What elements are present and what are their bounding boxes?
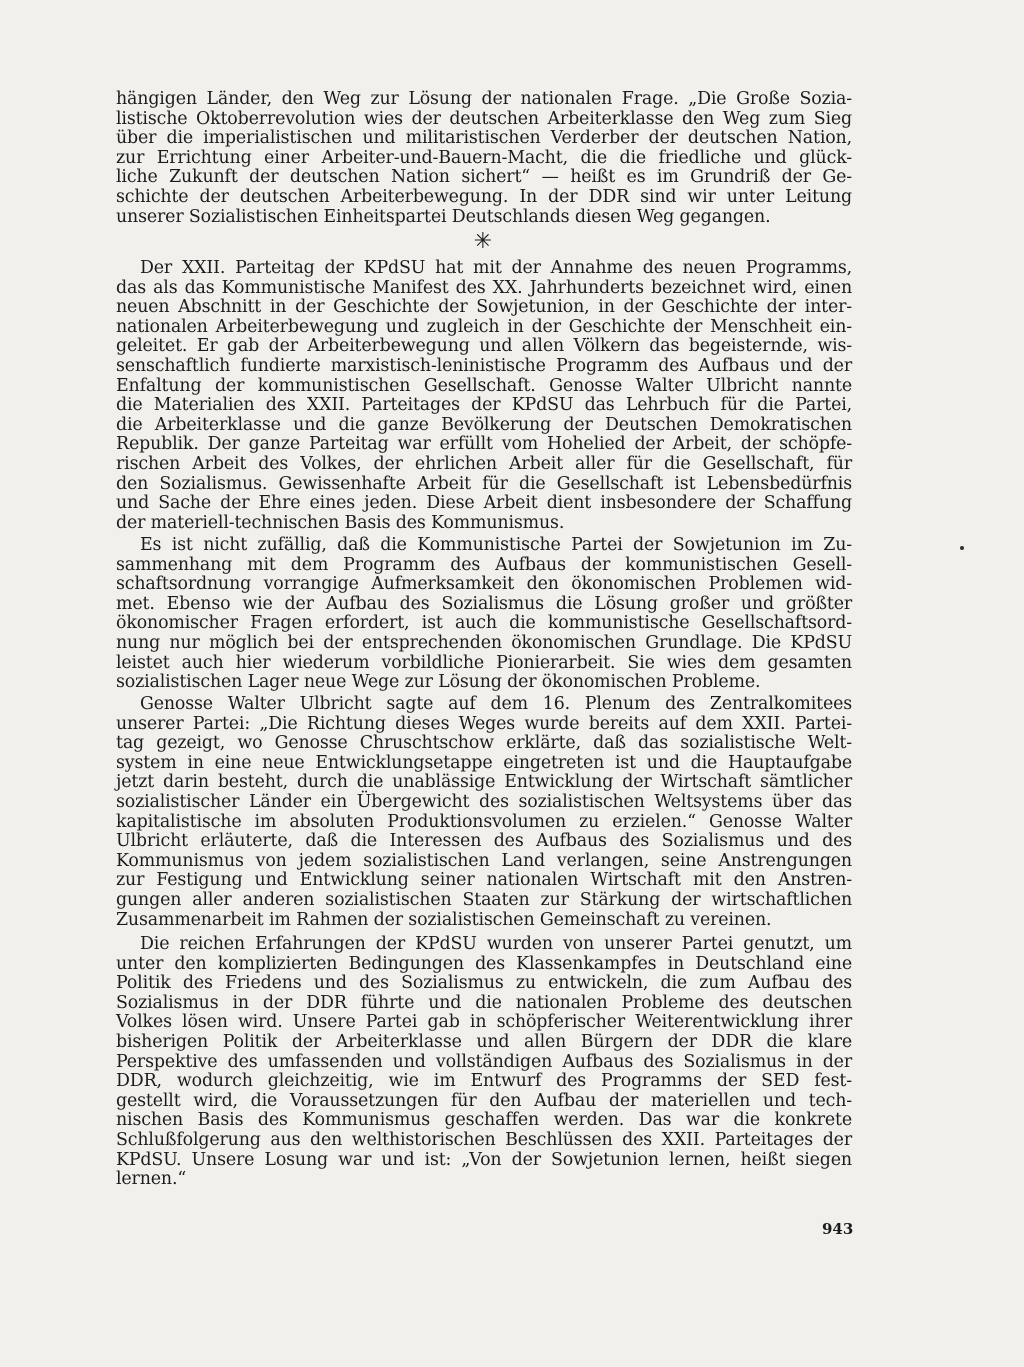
text-line: bisherigen Politik der Arbeiterklasse und allen Bürgern der DDR die klare (116, 1031, 852, 1052)
text-line: unserer Sozialistischen Einheitspartei Deutschlands diesen Weg gegangen. (116, 206, 771, 227)
text-line: geleitet. Er gab der Arbeiterbewegung und allen Völkern das begeisternde, wis- (116, 336, 852, 357)
paragraph-1 (116, 259, 852, 533)
text-line: Politik des Friedens und des Sozialismus zu entwickeln, die zum Aufbau des (116, 973, 852, 994)
text-line: Kommunismus von jedem sozialistischen Land verlangen, seine Anstrengungen (116, 850, 852, 871)
text-line: system in eine neue Entwicklungsetappe eingetreten ist und die Hauptaufgabe (116, 752, 852, 773)
paragraph-2 (116, 536, 852, 693)
text-line: nung nur möglich bei der entsprechenden ökonomischen Grundlage. Die KPdSU (116, 632, 852, 653)
text-line: sozialistischer Länder ein Übergewicht des sozialistischen Weltsystems über das (116, 791, 852, 812)
text-line: Republik. Der ganze Parteitag war erfüllt vom Hohelied der Arbeit, der schöpfe- (116, 434, 852, 455)
text-line: met. Ebenso wie der Aufbau des Sozialismus die Lösung großer und größter (116, 593, 852, 614)
text-line: DDR, wodurch gleichzeitig, wie im Entwurf des Programms der SED fest- (116, 1071, 852, 1092)
text-line: über die imperialistischen und militaristischen Verderber der deutschen Nation, (116, 128, 852, 149)
text-line: sammenhang mit dem Programm des Aufbaus der kommunistischen Gesell- (116, 554, 852, 575)
text-line: ökonomischer Fragen erfordert, ist auch die kommunistische Gesellschaftsord- (116, 613, 852, 634)
text-line: leistet auch hier wiederum vorbildliche Pionierarbeit. Sie wies dem gesamten (116, 652, 852, 673)
text-line: unter den komplizierten Bedingungen des Klassenkampfes in Deutschland eine (116, 953, 852, 974)
text-line: den Sozialismus. Gewissenhafte Arbeit für die Gesellschaft ist Lebensbedürfnis (116, 473, 852, 494)
text-line: Schlußfolgerung aus den welthistorischen Beschlüssen des XXII. Parteitages der (116, 1129, 852, 1150)
text-line: Der XXII. Parteitag der KPdSU hat mit der Annahme des neuen Programms, (140, 258, 852, 278)
paragraph-4 (116, 935, 852, 1190)
text-line: Enfaltung der kommunistischen Gesellschaft. Genosse Walter Ulbricht nannte (116, 375, 852, 396)
text-line: kapitalistische im absoluten Produktionsvolumen zu erzielen.“ Genosse Walter (116, 811, 852, 832)
text-line: unserer Partei: „Die Richtung dieses Weges wurde bereits auf dem XXII. Partei- (116, 713, 852, 734)
text-line: rischen Arbeit des Volkes, der ehrlichen Arbeit aller für die Gesellschaft, für (116, 453, 852, 474)
text-line: listische Oktoberrevolution wies der deutschen Arbeiterklasse den Weg zum Sieg (116, 108, 852, 129)
text-line: lernen.“ (116, 1169, 187, 1190)
text-line: die Arbeiterklasse und die ganze Bevölkerung der Deutschen Demokratischen (116, 414, 852, 435)
text-line: Volkes lösen wird. Unsere Partei gab in schöpferischer Weiterentwicklung ihrer (116, 1012, 852, 1033)
text-line: KPdSU. Unsere Losung war und ist: „Von der Sowjetunion lernen, heißt siegen (116, 1149, 852, 1170)
print-speck (960, 546, 964, 550)
text-line: die Materialien des XXII. Parteitages der KPdSU das Lehrbuch für die Partei, (116, 395, 852, 416)
text-line: schichte der deutschen Arbeiterbewegung. In der DDR sind wir unter Leitung (116, 186, 852, 207)
text-line: nischen Basis des Kommunismus geschaffen werden. Das war die konkrete (116, 1110, 852, 1131)
text-line: Perspektive des umfassenden und vollständigen Aufbaus des Sozialismus in der (116, 1051, 852, 1072)
intro-paragraph (116, 90, 852, 227)
text-line: neuen Abschnitt in der Geschichte der Sowjetunion, in der Geschichte der inter- (116, 297, 852, 318)
text-line: Zusammenarbeit im Rahmen der sozialistischen Gemeinschaft zu vereinen. (116, 909, 772, 930)
text-line: der materiell-technischen Basis des Kommunismus. (116, 512, 565, 533)
text-line: jetzt darin besteht, durch die unablässige Entwicklung der Wirtschaft sämtlicher (116, 772, 852, 793)
text-line: liche Zukunft der deutschen Nation sichert“ — heißt es im Grundriß der Ge- (116, 167, 852, 188)
text-line: Die reichen Erfahrungen der KPdSU wurden von unserer Partei genutzt, um (140, 934, 852, 954)
text-line: gungen aller anderen sozialistischen Staaten zur Stärkung der wirtschaftlichen (116, 889, 852, 910)
text-line: sozialistischen Lager neue Wege zur Lösung der ökonomischen Probleme. (116, 672, 761, 693)
text-line: Sozialismus in der DDR führte und die nationalen Probleme des deutschen (116, 992, 852, 1013)
text-line: und Sache der Ehre eines jeden. Diese Arbeit dient insbesondere der Schaffung (116, 493, 852, 514)
text-line: schaftsordnung vorrangige Aufmerksamkeit den ökonomischen Problemen wid- (116, 574, 852, 595)
text-line: zur Festigung und Entwicklung seiner nationalen Wirtschaft mit den Anstren- (116, 870, 852, 891)
asterism-separator-icon: ✳ (473, 229, 493, 254)
text-line: tag gezeigt, wo Genosse Chruschtschow erklärte, daß das sozialistische Welt- (116, 733, 852, 754)
text-line: gestellt wird, die Voraussetzungen für den Aufbau der materiellen und tech- (116, 1090, 852, 1111)
text-line: nationalen Arbeiterbewegung und zugleich in der Geschichte der Menschheit ein- (116, 316, 852, 337)
text-line: Ulbricht erläuterte, daß die Interessen des Aufbaus des Sozialismus und des (116, 831, 852, 852)
text-line: Genosse Walter Ulbricht sagte auf dem 16. Plenum des Zentralkomitees (140, 694, 852, 714)
text-line: zur Errichtung einer Arbeiter-und-Bauern-Macht, die die friedliche und glück- (116, 147, 852, 168)
paragraph-3 (116, 695, 852, 930)
page-number: 943 (822, 1220, 854, 1238)
text-line: Es ist nicht zufällig, daß die Kommunistische Partei der Sowjetunion im Zu- (140, 535, 852, 555)
text-line: das als das Kommunistische Manifest des XX. Jahrhunderts bezeichnet wird, einen (116, 277, 852, 298)
text-line: hängigen Länder, den Weg zur Lösung der nationalen Frage. „Die Große Sozia- (116, 89, 852, 109)
text-line: senschaftlich fundierte marxistisch-leninistische Programm des Aufbaus und der (116, 355, 852, 376)
